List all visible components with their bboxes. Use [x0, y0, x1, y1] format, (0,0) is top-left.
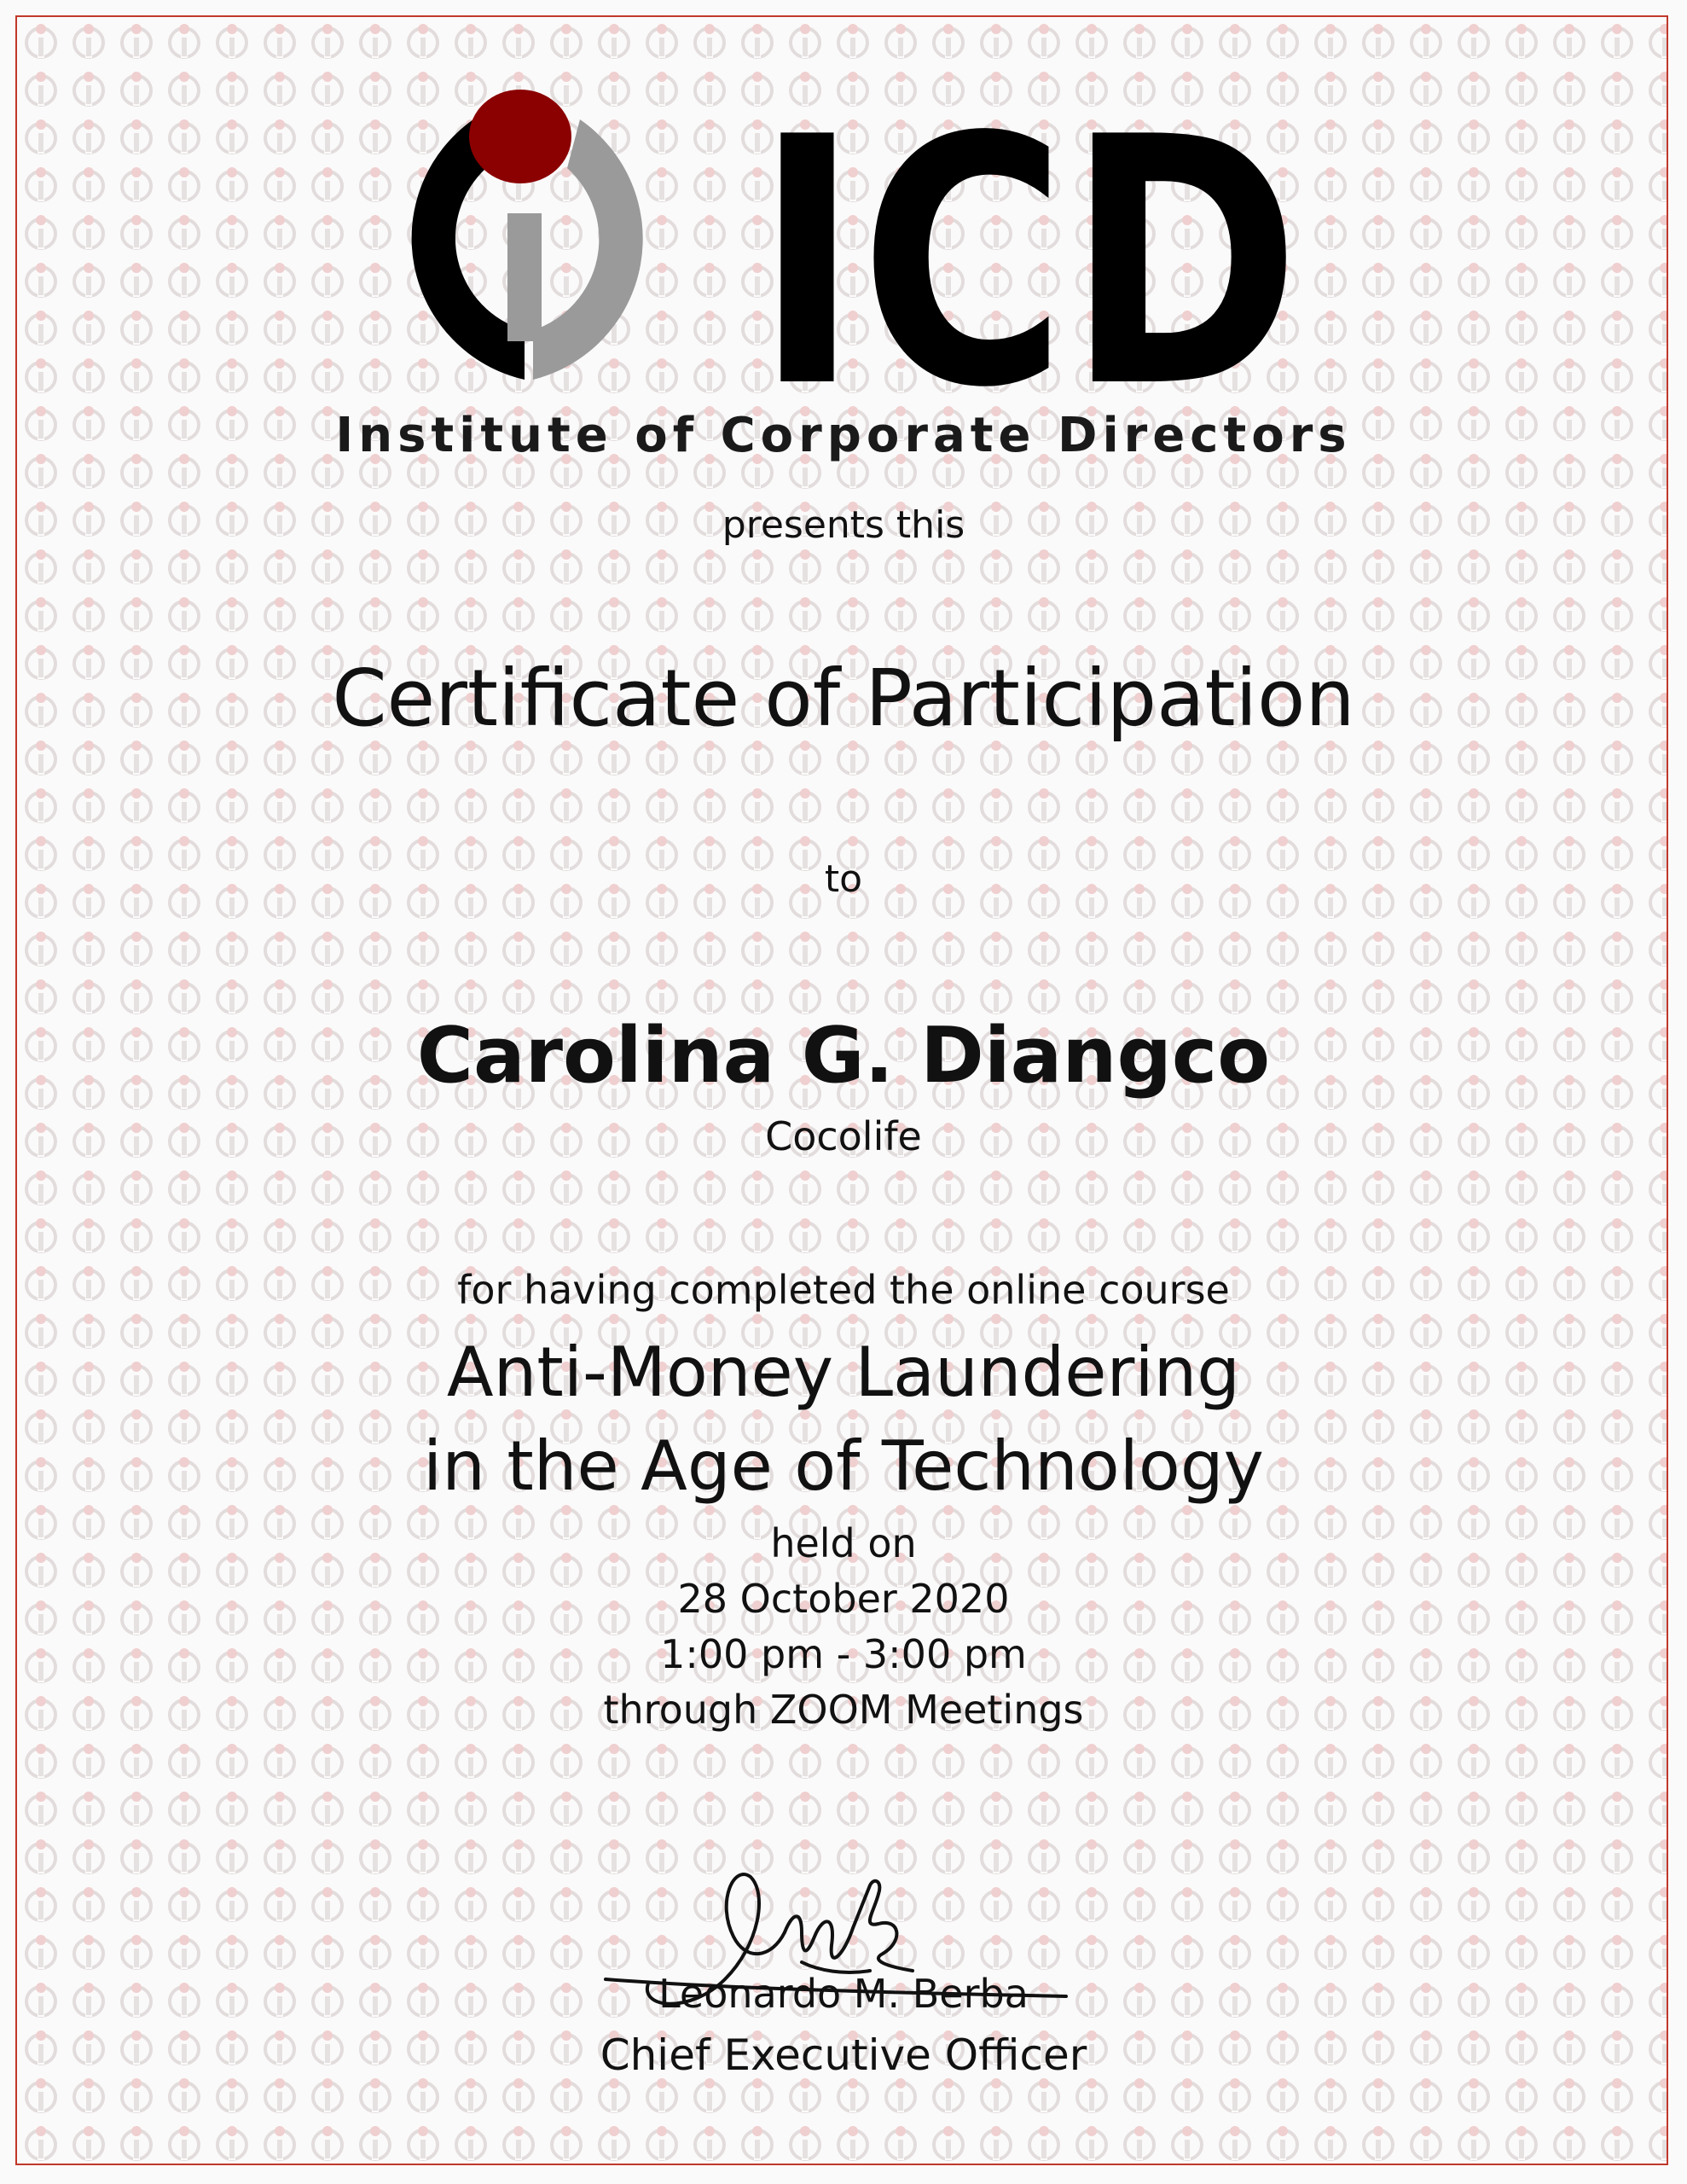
logo-red-dot-icon [469, 90, 571, 183]
icd-logo [358, 90, 1330, 397]
to-text: to [824, 857, 863, 901]
organization-name: Institute of Corporate Directors [335, 408, 1352, 463]
presents-text: presents this [722, 503, 965, 547]
signatory-title: Chief Executive Officer [600, 2030, 1087, 2080]
completion-text: for having completed the online course [457, 1267, 1230, 1313]
event-time: 1:00 pm - 3:00 pm [660, 1631, 1027, 1677]
event-date: 28 October 2020 [677, 1576, 1010, 1622]
event-platform: through ZOOM Meetings [603, 1687, 1084, 1733]
recipient-organization: Cocolife [765, 1113, 922, 1159]
held-on-text: held on [770, 1520, 917, 1566]
recipient-name: Carolina G. Diangco [416, 1011, 1271, 1101]
signatory-name: Leonardo M. Berba [658, 1971, 1029, 2017]
course-title-line1: Anti-Money Laundering [446, 1333, 1241, 1412]
course-title-line2: in the Age of Technology [423, 1426, 1264, 1506]
logo-stem-icon [507, 213, 542, 341]
logo-icd-text: ICD [755, 90, 1301, 397]
certificate-title: Certificate of Participation [332, 653, 1355, 744]
